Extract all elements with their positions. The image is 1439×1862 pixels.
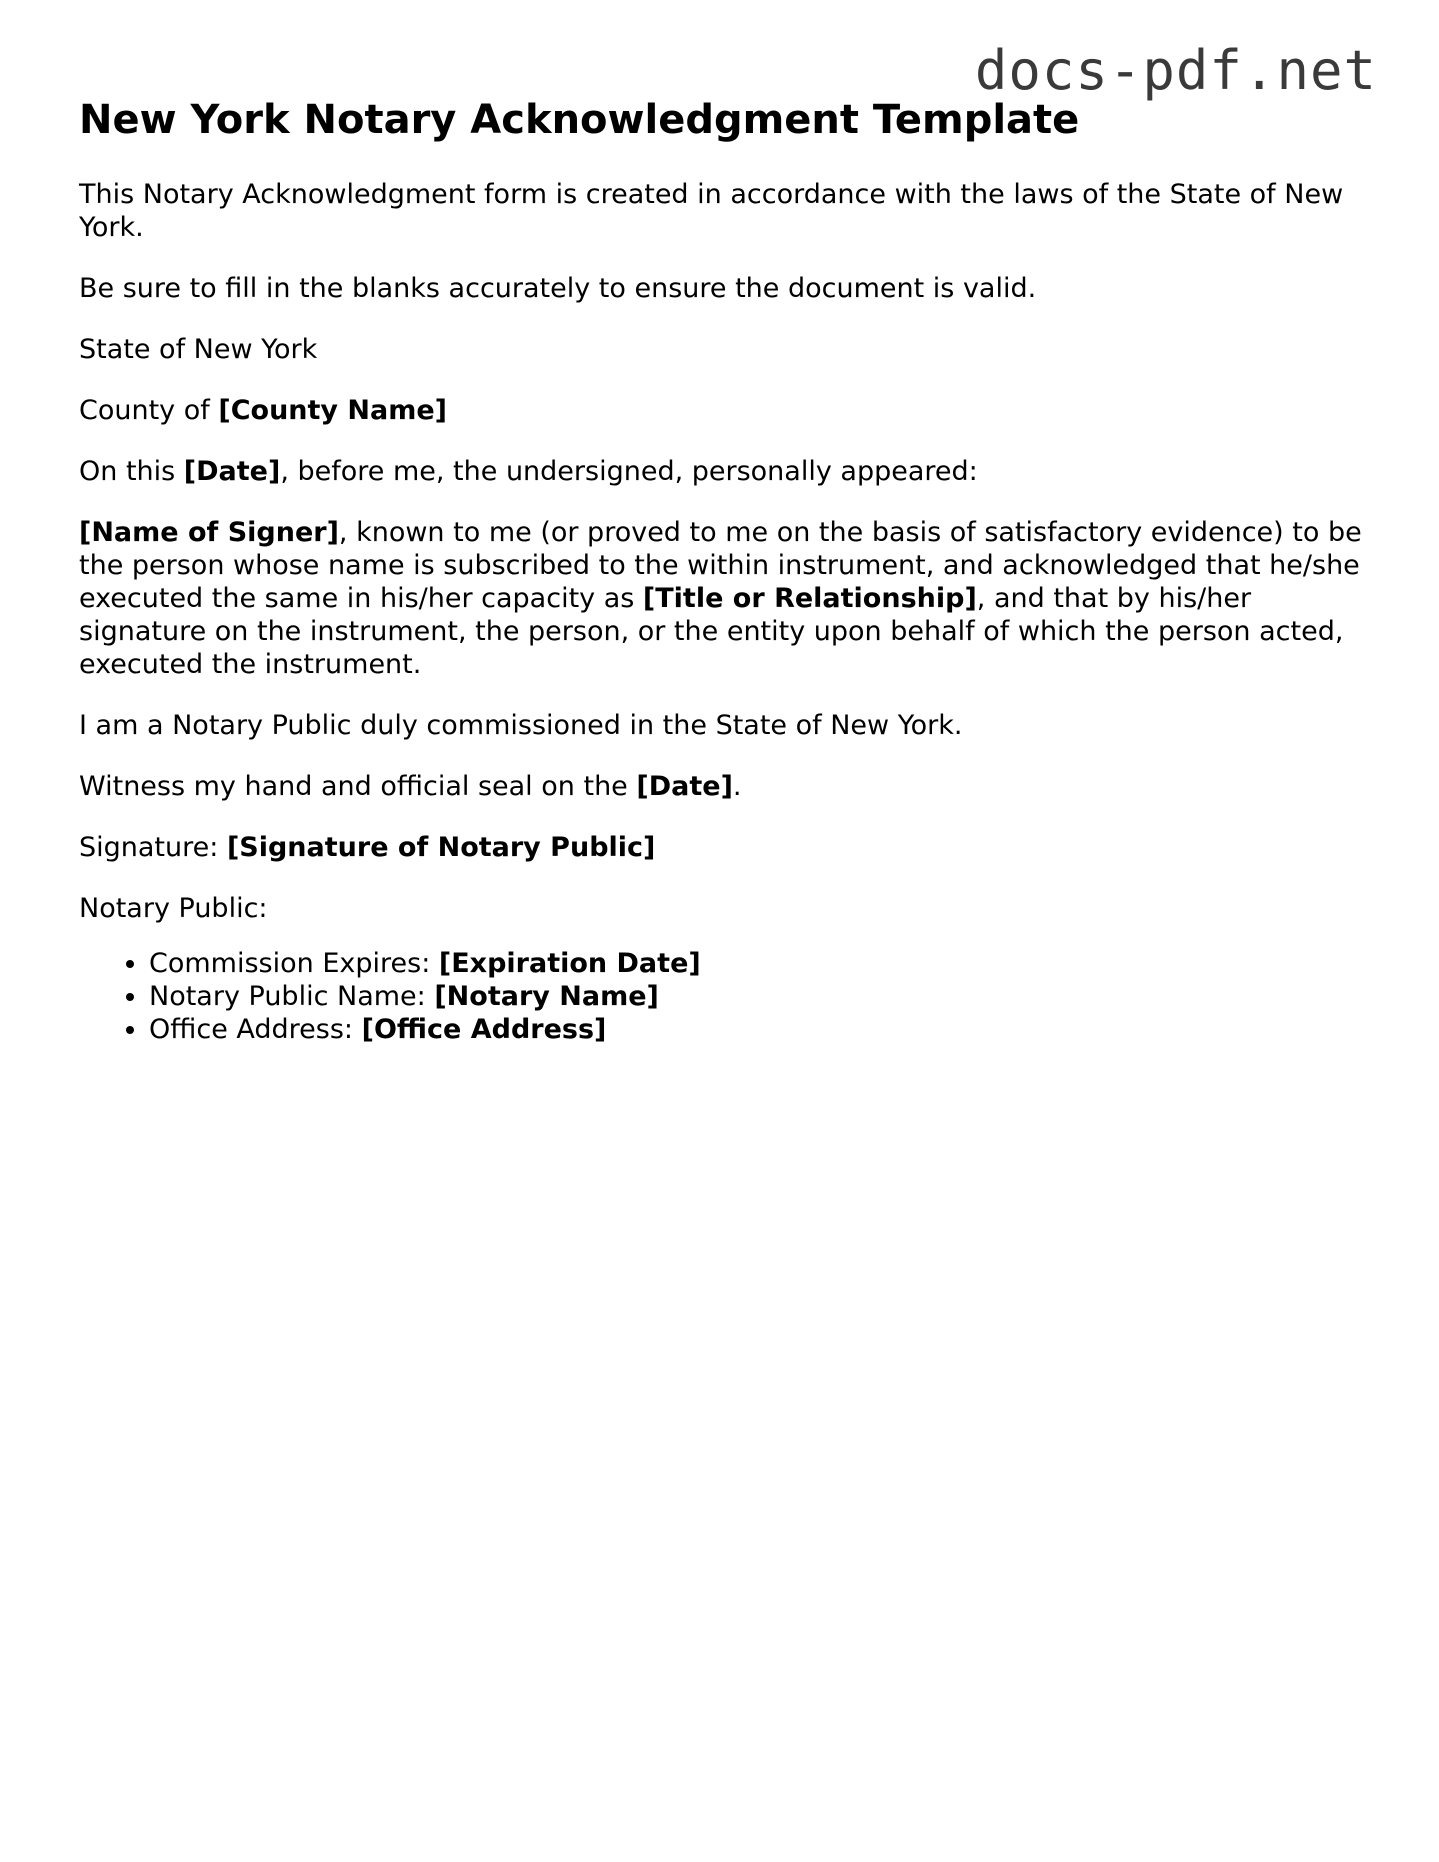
list-item <box>149 1013 1369 1046</box>
intro-paragraph: This Notary Acknowledgment form is created in accordance with the laws of the State of New York. <box>79 179 1344 243</box>
signature-label: Signature: <box>79 832 227 863</box>
state-line: State of New York <box>79 334 318 365</box>
document-body <box>79 96 1369 1046</box>
signer-name-blank: [Name of Signer] <box>79 517 339 548</box>
appearance-prefix: On this <box>79 456 184 487</box>
list-item <box>149 947 1369 980</box>
county-line <box>79 394 1369 427</box>
instruction-paragraph: Be sure to fill in the blanks accurately to ensure the document is valid. <box>79 273 1037 304</box>
signature-line <box>79 831 1369 864</box>
watermark: docs-pdf.net <box>974 39 1377 102</box>
witness-date-blank: [Date] <box>636 771 733 802</box>
signer-paragraph <box>79 516 1369 681</box>
notary-details-list <box>79 947 1369 1046</box>
list-item <box>149 980 1369 1013</box>
signer-text-1: , known to me (or proved to me on the basis of satisfactory evidence) to be the person whose name is subscribed to the within instrument, and acknowledged that he/she executed the same in his/her capacity as <box>79 517 1362 614</box>
document-title: New York Notary Acknowledgment Template <box>79 97 1080 143</box>
item-blank: [Office Address] <box>361 1014 607 1045</box>
signature-blank: [Signature of Notary Public] <box>226 832 656 863</box>
item-blank: [Expiration Date] <box>438 948 701 979</box>
witness-line <box>79 770 1369 803</box>
appearance-line <box>79 455 1369 488</box>
signer-text-2: , and that by his/her signature on the instrument, the person, or the entity upon behalf of which the person acted, executed the instrument. <box>79 583 1344 680</box>
appearance-suffix: , before me, the undersigned, personally appeared: <box>280 456 978 487</box>
county-blank: [County Name] <box>218 395 448 426</box>
item-blank: [Notary Name] <box>434 981 659 1012</box>
item-label: Commission Expires: <box>149 948 439 979</box>
notary-label: Notary Public: <box>79 893 268 924</box>
commission-statement: I am a Notary Public duly commissioned in the State of New York. <box>79 710 963 741</box>
item-label: Notary Public Name: <box>149 981 435 1012</box>
county-prefix: County of <box>79 395 219 426</box>
item-label: Office Address: <box>149 1014 362 1045</box>
witness-prefix: Witness my hand and official seal on the <box>79 771 637 802</box>
witness-suffix: . <box>732 771 742 802</box>
signer-title-blank: [Title or Relationship] <box>642 583 977 614</box>
appearance-date-blank: [Date] <box>183 456 281 487</box>
